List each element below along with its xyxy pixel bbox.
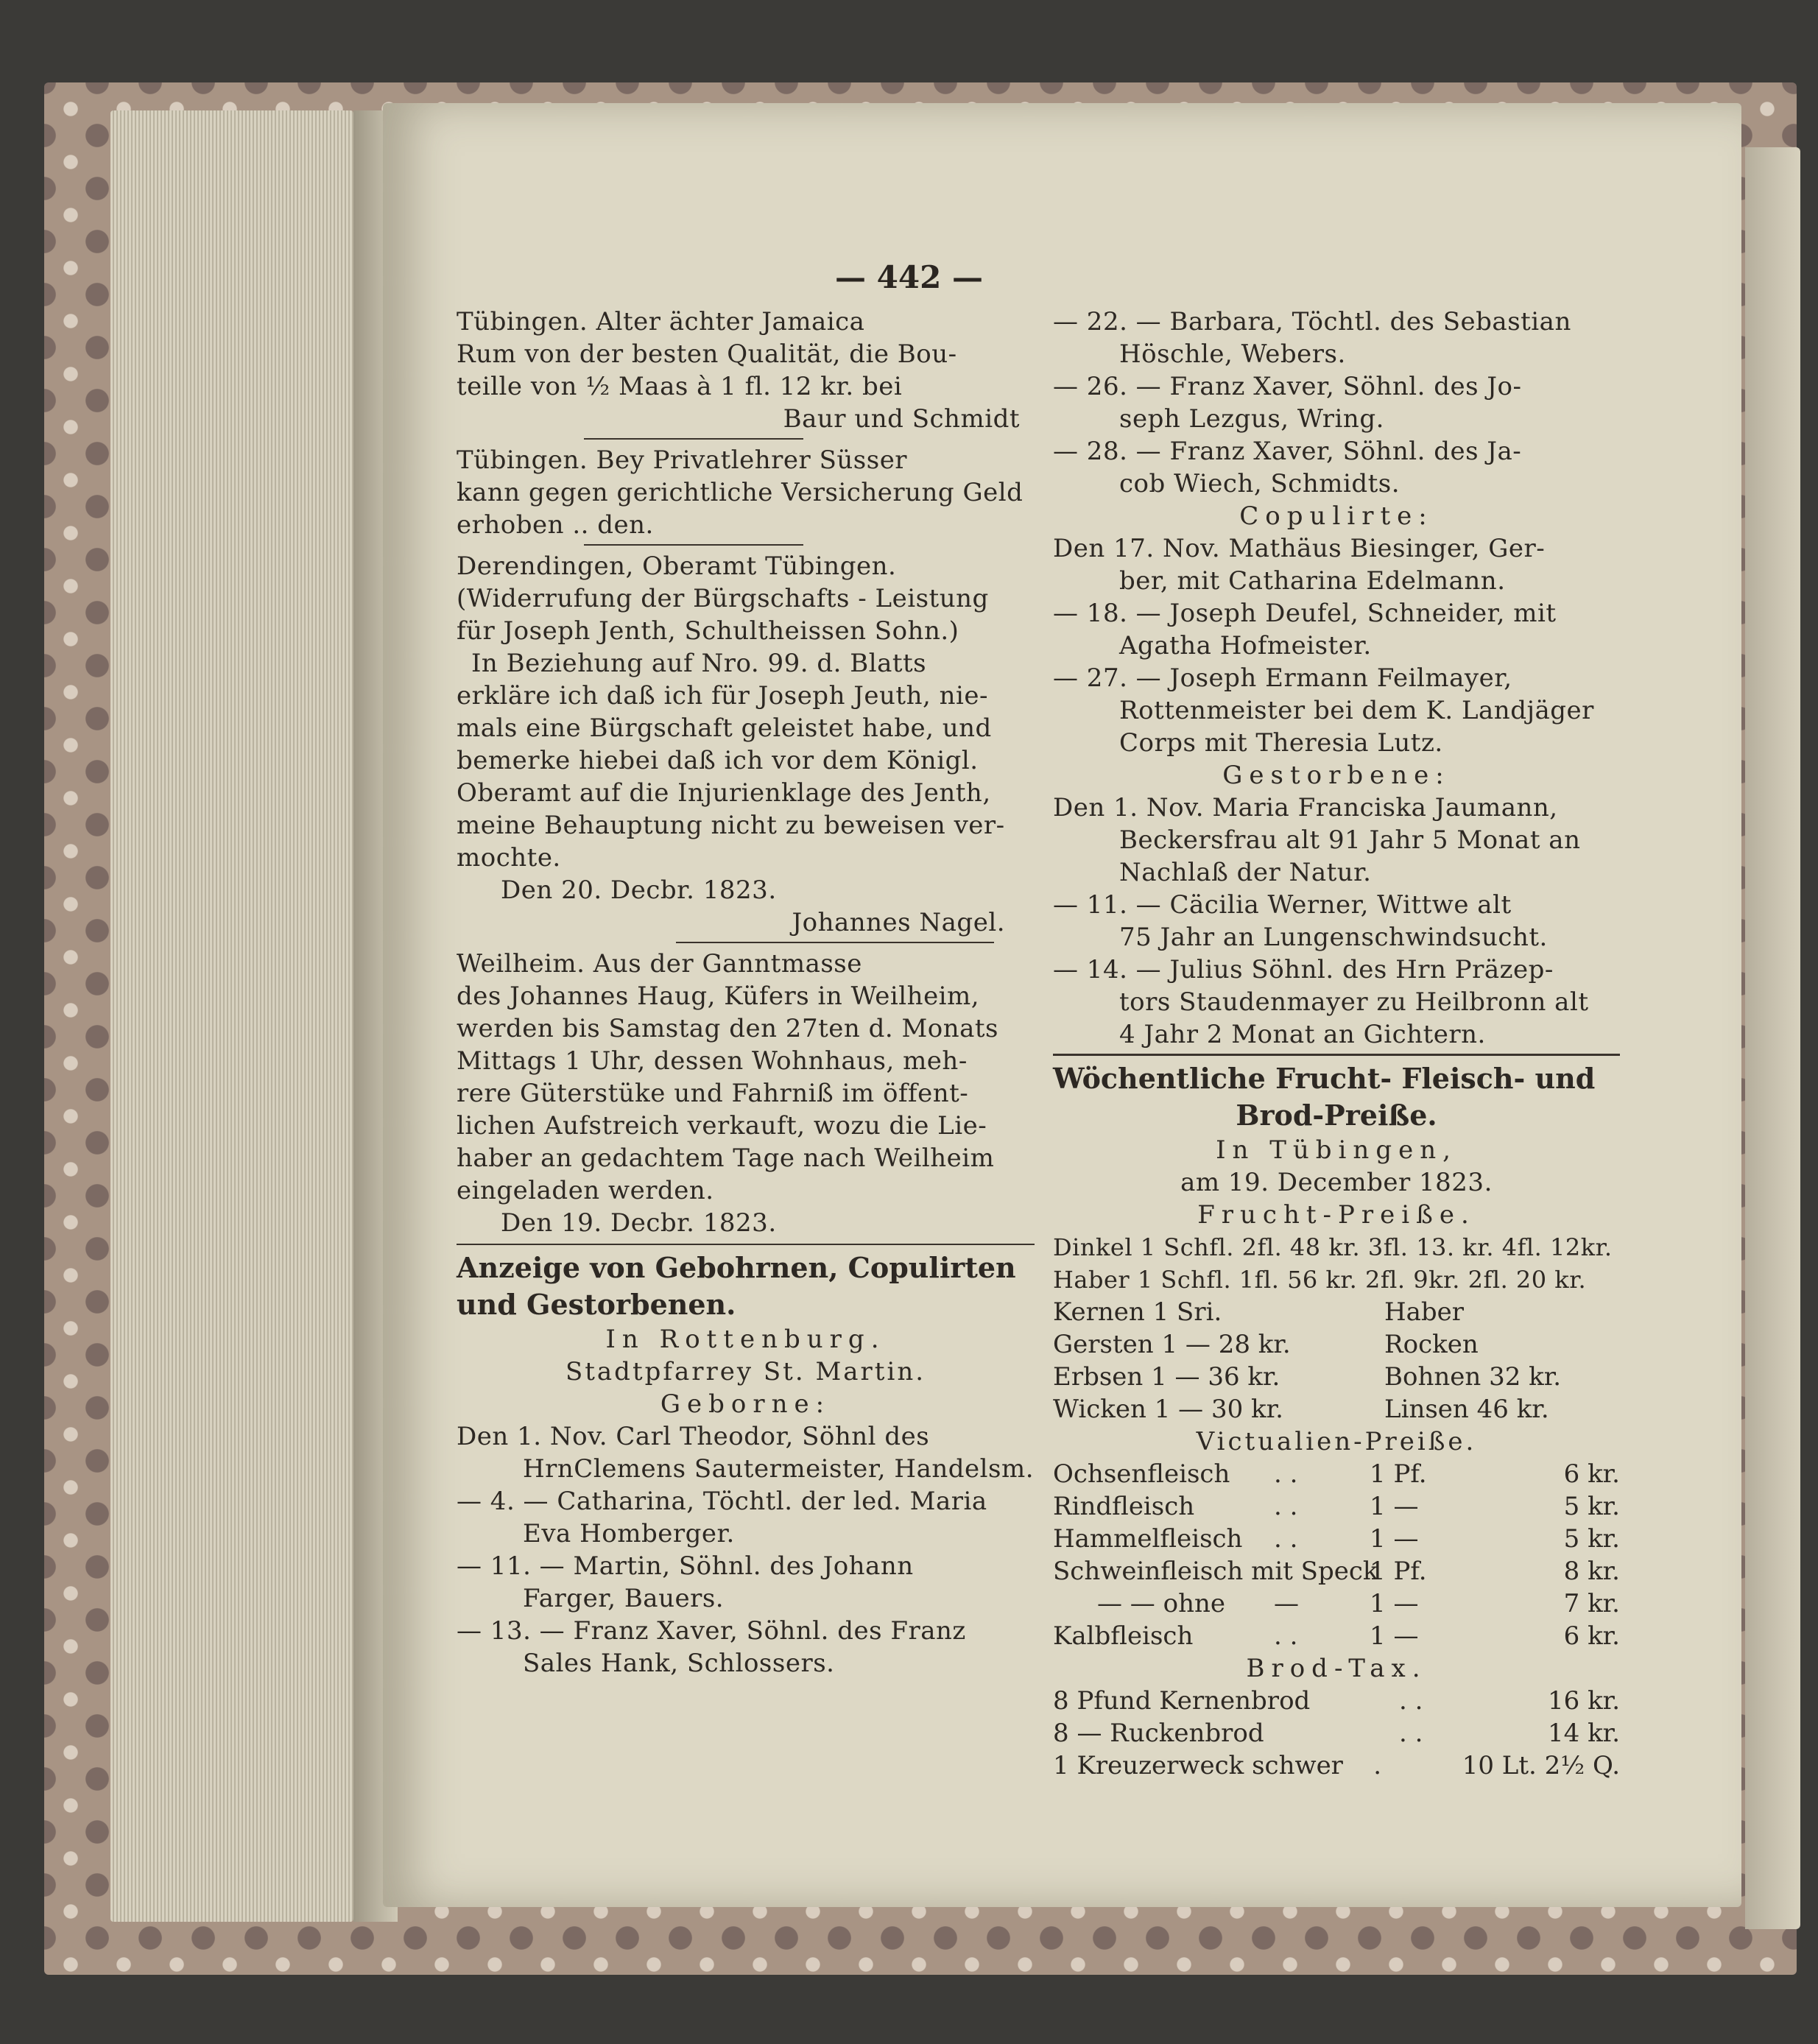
text-line: mochte.	[457, 843, 561, 873]
brod-row	[1053, 1717, 1620, 1749]
text-line: — 11. — Martin, Söhnl. des Johann	[457, 1551, 914, 1581]
text-line: bemerke hiebei daß ich vor dem Königl.	[457, 746, 979, 775]
text-line: Weilheim. Aus der Ganntmasse	[457, 949, 862, 979]
dots-cell: . .	[1399, 1686, 1423, 1716]
ad-tubingen-money	[457, 444, 1035, 546]
copulirte-list	[1053, 532, 1620, 759]
text-line: Mittags 1 Uhr, dessen Wohnhaus, meh-	[457, 1046, 968, 1076]
copulirte-heading: Copulirte:	[1239, 501, 1434, 531]
text-line: erhoben .. den.	[457, 510, 654, 540]
text-line: 75 Jahr an Lungenschwindsucht.	[1119, 923, 1548, 952]
text-line: Den 17. Nov. Mathäus Biesinger, Ger-	[1053, 534, 1546, 563]
qty-cell: 1 —	[1370, 1492, 1419, 1521]
text-line: Den 1. Nov. Maria Franciska Jaumann,	[1053, 793, 1558, 822]
text-line: Eva Homberger.	[523, 1519, 735, 1548]
text-line: Oberamt auf die Injurienklage des Jenth,	[457, 778, 991, 808]
price-cell: 8 kr.	[1563, 1557, 1620, 1586]
text-line: — 13. — Franz Xaver, Söhnl. des Franz	[457, 1616, 966, 1646]
prices-place: In Tübingen,	[1216, 1135, 1457, 1165]
text-line: — 28. — Franz Xaver, Söhnl. des Ja-	[1053, 437, 1522, 466]
price-cell: 7 kr.	[1563, 1589, 1620, 1618]
text-line: Nachlaß der Natur.	[1119, 858, 1372, 887]
victualien-row	[1053, 1523, 1620, 1555]
dots-cell: . .	[1399, 1719, 1423, 1748]
item-cell: Hammelfleisch	[1053, 1524, 1243, 1554]
text-line: kann gegen gerichtliche Versicherung Geld	[457, 478, 1023, 507]
signature: Baur und Schmidt	[783, 404, 1020, 434]
text-line: Corps mit Theresia Lutz.	[1119, 728, 1443, 758]
text-line: meine Behauptung nicht zu beweisen ver-	[457, 811, 1005, 840]
brod-row	[1053, 1749, 1620, 1782]
frucht-row: Dinkel 1 Schfl. 2fl. 48 kr. 3fl. 13. kr. 4fl. 12kr.	[1053, 1233, 1613, 1261]
text-line: — 22. — Barbara, Töchtl. des Sebastian	[1053, 307, 1571, 336]
item-cell: Ochsenfleisch	[1053, 1459, 1230, 1489]
notice-derendingen	[457, 550, 1035, 943]
victualien-row	[1053, 1490, 1620, 1523]
text-line: Tübingen. Bey Privatlehrer Süsser	[457, 445, 908, 475]
divider	[1053, 1054, 1620, 1056]
price-cell: Kernen 1 Sri.	[1053, 1297, 1222, 1327]
item-cell: 8 — Ruckenbrod	[1053, 1719, 1264, 1748]
price-cell: 5 kr.	[1563, 1524, 1620, 1554]
divider	[584, 544, 803, 546]
price-cell: Rocken	[1384, 1330, 1479, 1359]
text-line: Rottenmeister bei dem K. Landjäger	[1119, 696, 1594, 725]
text-line: (Widerrufung der Bürgschafts - Leistung	[457, 584, 989, 613]
price-cell: Gersten 1 — 28 kr.	[1053, 1330, 1291, 1359]
price-cell: 6 kr.	[1563, 1621, 1620, 1651]
price-cell: 16 kr.	[1548, 1686, 1620, 1716]
text-line: — 26. — Franz Xaver, Söhnl. des Jo-	[1053, 372, 1522, 401]
text-line: tors Staudenmayer zu Heilbronn alt	[1119, 987, 1589, 1017]
small-price-row	[1053, 1361, 1620, 1393]
item-cell: Rindfleisch	[1053, 1492, 1195, 1521]
price-cell: Bohnen 32 kr.	[1384, 1362, 1562, 1392]
text-line: eingeladen werden.	[457, 1176, 714, 1205]
text-line: erkläre ich daß ich für Joseph Jeuth, nie-	[457, 681, 988, 711]
section-anzeige	[457, 1250, 1035, 1680]
dots-cell: —	[1274, 1589, 1299, 1618]
qty-cell: 1 —	[1370, 1524, 1419, 1554]
price-cell: 6 kr.	[1563, 1459, 1620, 1489]
price-cell: 14 kr.	[1548, 1719, 1620, 1748]
brod-row	[1053, 1685, 1620, 1717]
place-heading: In Rottenburg.	[605, 1325, 886, 1354]
text-line: In Beziehung auf Nro. 99. d. Blatts	[471, 649, 927, 678]
born-continued	[1053, 306, 1620, 500]
price-cell: Linsen 46 kr.	[1384, 1395, 1549, 1424]
born-heading: Geborne:	[660, 1389, 831, 1419]
text-line: seph Lezgus, Wring.	[1119, 404, 1384, 434]
text-line: teille von ½ Maas à 1 fl. 12 kr. bei	[457, 372, 903, 401]
prices-heading: Brod-Preiße.	[1236, 1099, 1437, 1132]
frucht-heading: Frucht-Preiße.	[1197, 1200, 1476, 1230]
price-cell: Erbsen 1 — 36 kr.	[1053, 1362, 1280, 1392]
text-line: lichen Aufstreich verkauft, wozu die Lie-	[457, 1111, 987, 1141]
qty-cell: 1 —	[1370, 1589, 1419, 1618]
price-cell: 5 kr.	[1563, 1492, 1620, 1521]
text-line: HrnClemens Sautermeister, Handelsm.	[523, 1454, 1034, 1484]
notice-weilheim	[457, 948, 1035, 1245]
parish-heading: Stadtpfarrey St. Martin.	[565, 1357, 926, 1386]
date-line: Den 19. Decbr. 1823.	[501, 1208, 777, 1238]
brod-heading: Brod-Tax.	[1246, 1654, 1427, 1683]
text-line: für Joseph Jenth, Schultheissen Sohn.)	[457, 616, 959, 646]
price-cell: Wicken 1 — 30 kr.	[1053, 1395, 1283, 1424]
text-line: Höschle, Webers.	[1119, 339, 1346, 369]
text-line: — 18. — Joseph Deufel, Schneider, mit	[1053, 599, 1557, 628]
text-line: Tübingen. Alter ächter Jamaica	[457, 307, 865, 336]
text-line: — 11. — Cäcilia Werner, Wittwe alt	[1053, 890, 1512, 920]
left-column	[457, 306, 1035, 1680]
signature: Johannes Nagel.	[792, 908, 1005, 937]
victualien-row	[1053, 1555, 1620, 1587]
text-line: Derendingen, Oberamt Tübingen.	[457, 551, 897, 581]
text-line: ber, mit Catharina Edelmann.	[1119, 566, 1506, 596]
item-cell: — — ohne	[1097, 1589, 1226, 1618]
text-line: Den 1. Nov. Carl Theodor, Söhnl des	[457, 1422, 930, 1451]
small-price-row	[1053, 1296, 1620, 1328]
item-cell: 1 Kreuzerweck schwer	[1053, 1751, 1343, 1780]
dots-cell: . .	[1274, 1621, 1298, 1651]
text-line: Farger, Bauers.	[523, 1584, 725, 1613]
text-line: rere Güterstüke und Fahrniß im öffent-	[457, 1079, 969, 1108]
divider	[584, 438, 803, 440]
right-column	[1053, 306, 1620, 1782]
qty-cell: 1 Pf.	[1370, 1557, 1427, 1586]
text-line: mals eine Bürgschaft geleistet habe, und	[457, 713, 992, 743]
next-page-edge	[1745, 147, 1800, 1929]
divider	[457, 1244, 1035, 1245]
victualien-row	[1053, 1620, 1620, 1652]
gestorbene-heading: Gestorbene:	[1222, 761, 1451, 790]
section-heading: und Gestorbenen.	[457, 1288, 736, 1321]
text-line: — 27. — Joseph Ermann Feilmayer,	[1053, 663, 1512, 693]
prices-date: am 19. December 1823.	[1180, 1168, 1493, 1197]
qty-cell: 1 Pf.	[1370, 1459, 1427, 1489]
dots-cell: . .	[1274, 1459, 1298, 1489]
text-line: des Johannes Haug, Küfers in Weilheim,	[457, 982, 980, 1011]
text-line: cob Wiech, Schmidts.	[1119, 469, 1401, 498]
small-price-row	[1053, 1393, 1620, 1425]
divider	[676, 942, 994, 943]
prices-heading: Wöchentliche Frucht- Fleisch- und	[1053, 1062, 1596, 1095]
text-line: — 14. — Julius Söhnl. des Hrn Präzep-	[1053, 955, 1554, 984]
page-edges	[110, 110, 353, 1922]
gestorbene-list	[1053, 792, 1620, 1051]
page-number: — 442 —	[835, 259, 983, 295]
item-cell: Kalbfleisch	[1053, 1621, 1194, 1651]
victualien-row	[1053, 1458, 1620, 1490]
victualien-row	[1053, 1587, 1620, 1620]
item-cell: 8 Pfund Kernenbrod	[1053, 1686, 1311, 1716]
section-heading: Anzeige von Gebohrnen, Copulirten	[457, 1251, 1016, 1284]
qty-cell: 1 —	[1370, 1621, 1419, 1651]
item-cell: Schweinfleisch mit Speck	[1053, 1557, 1378, 1586]
dots-cell: .	[1373, 1751, 1382, 1780]
date-line: Den 20. Decbr. 1823.	[501, 875, 777, 905]
ad-tubingen-rum	[457, 306, 1035, 440]
small-price-row	[1053, 1328, 1620, 1361]
text-line: Beckersfrau alt 91 Jahr 5 Monat an	[1119, 825, 1581, 855]
text-line: Sales Hank, Schlossers.	[523, 1649, 835, 1678]
text-line: Rum von der besten Qualität, die Bou-	[457, 339, 957, 369]
frucht-row: Haber 1 Schfl. 1fl. 56 kr. 2fl. 9kr. 2fl. 20 kr.	[1053, 1266, 1587, 1294]
prices-section	[1053, 1060, 1620, 1782]
victualien-heading: Victualien-Preiße.	[1196, 1427, 1477, 1456]
price-cell: 10 Lt. 2½ Q.	[1462, 1751, 1620, 1780]
dots-cell: . .	[1274, 1492, 1298, 1521]
price-cell: Haber	[1384, 1297, 1465, 1327]
text-line: Agatha Hofmeister.	[1119, 631, 1372, 660]
dots-cell: . .	[1274, 1524, 1298, 1554]
text-line: werden bis Samstag den 27ten d. Monats	[457, 1014, 999, 1043]
text-line: 4 Jahr 2 Monat an Gichtern.	[1119, 1020, 1486, 1049]
text-line: — 4. — Catharina, Töchtl. der led. Maria	[457, 1487, 987, 1516]
text-line: haber an gedachtem Tage nach Weilheim	[457, 1143, 995, 1173]
